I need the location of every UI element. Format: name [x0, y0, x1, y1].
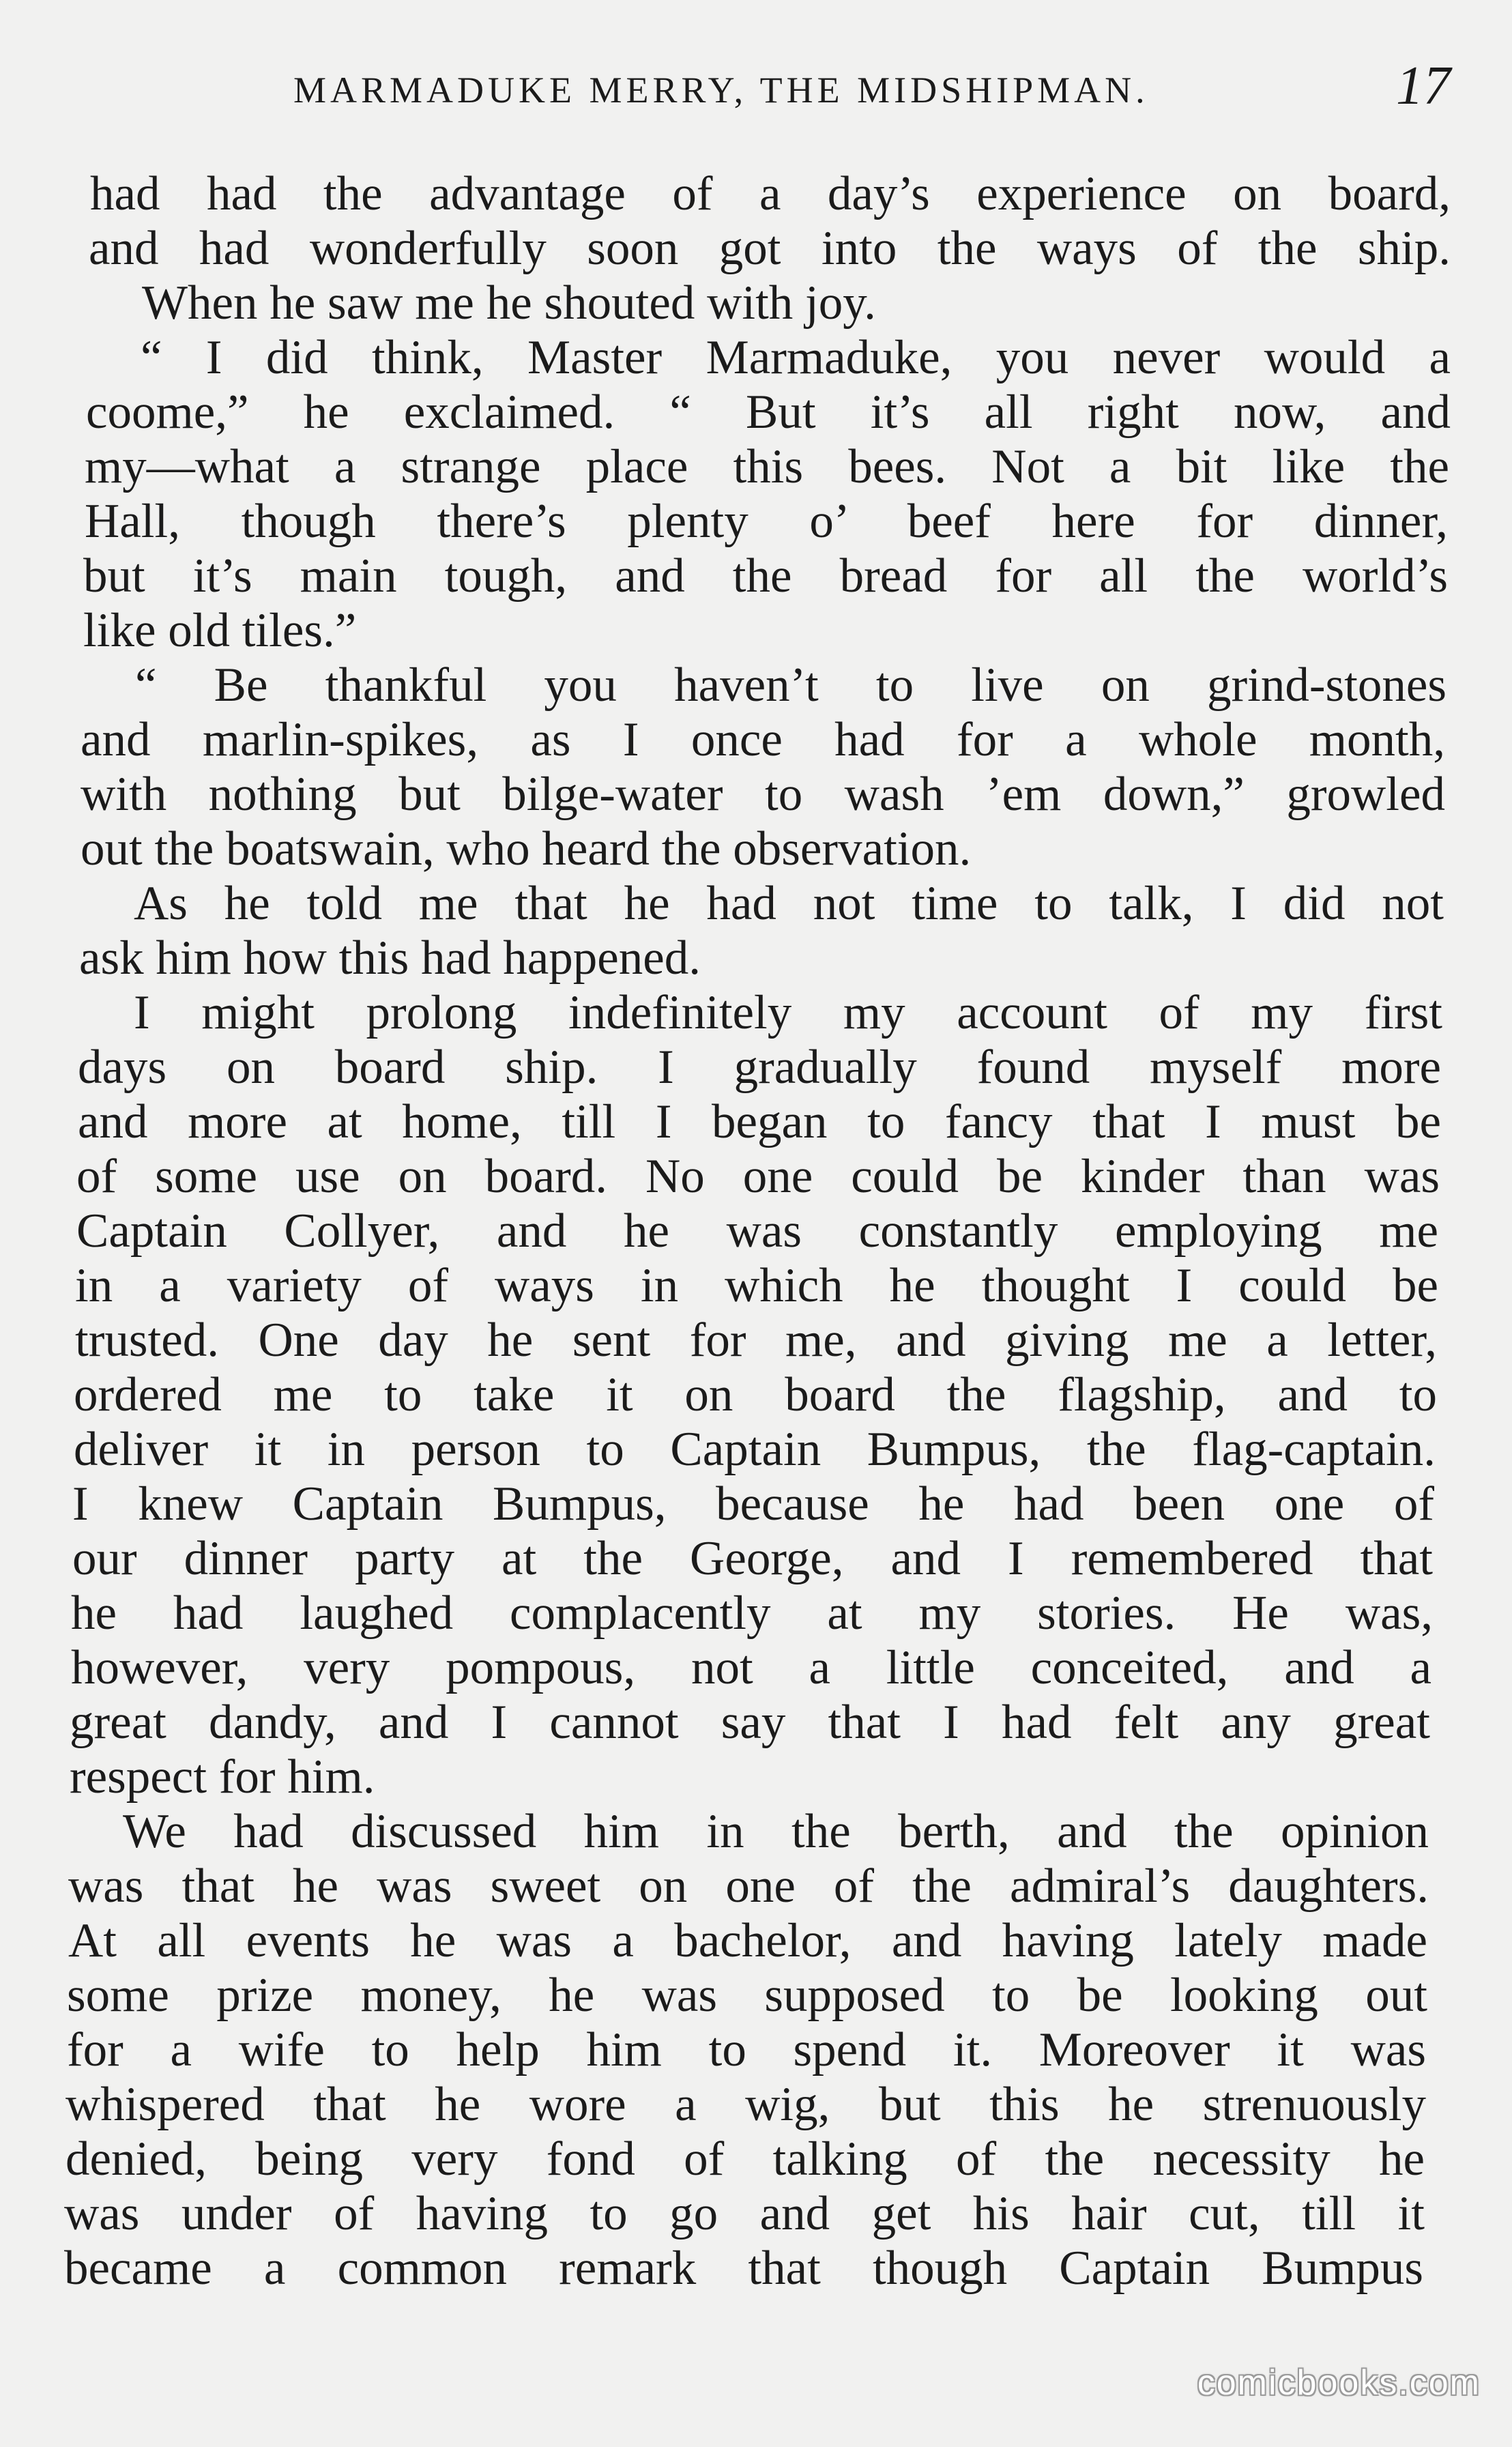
text-line: whispered that he wore a wig, but this he strenuously	[66, 2078, 1426, 2131]
text-line: deliver it in person to Captain Bumpus, the flag-captain.	[74, 1423, 1436, 1476]
text-line: for a wife to help him to spend it. Moreover it was	[67, 2023, 1426, 2076]
text-line: coome,” he exclaimed. “ But it’s all right now, and	[86, 386, 1451, 439]
text-line: however, very pompous, not a little conceited, and a	[71, 1641, 1431, 1694]
text-line: When he saw me he shouted with joy.	[142, 276, 876, 330]
text-line: I knew Captain Bumpus, because he had been one of	[72, 1477, 1434, 1531]
running-title: MARMADUKE MERRY, THE MIDSHIPMAN.	[293, 70, 1149, 111]
text-line: became a common remark that though Captain Bumpus	[64, 2242, 1423, 2295]
text-line: denied, being very fond of talking of the necessity he	[66, 2132, 1425, 2186]
text-line: Captain Collyer, and he was constantly employing me	[76, 1204, 1438, 1258]
text-line: with nothing but bilge-water to wash ’em down,” growled	[81, 768, 1445, 821]
text-line: trusted. One day he sent for me, and giving me a letter,	[75, 1314, 1437, 1367]
text-line: As he told me that he had not time to talk, I did not	[134, 877, 1444, 930]
text-line: Hall, though there’s plenty o’ beef here for dinner,	[85, 495, 1448, 548]
text-line: respect for him.	[70, 1750, 375, 1804]
text-line: but it’s main tough, and the bread for all the world’s	[83, 549, 1448, 603]
text-line: ordered me to take it on board the flagship, and to	[74, 1368, 1437, 1421]
text-line: and marlin-spikes, as I once had for a whole month,	[81, 713, 1445, 766]
text-line: great dandy, and I cannot say that I had felt any great	[70, 1696, 1430, 1749]
text-line: At all events he was a bachelor, and having lately made	[68, 1914, 1427, 1967]
text-line: out the boatswain, who heard the observation.	[81, 822, 972, 875]
text-line: of some use on board. No one could be kinder than was	[76, 1150, 1440, 1203]
text-line: he had laughed complacently at my stories. He was,	[71, 1587, 1433, 1640]
text-line: and had wonderfully soon got into the ways of the ship.	[89, 222, 1451, 275]
text-line: and more at home, till I began to fancy that I must be	[78, 1095, 1441, 1148]
text-line: like old tiles.”	[83, 604, 357, 657]
text-line: was under of having to go and get his hair cut, till it	[64, 2187, 1425, 2240]
text-line: We had discussed him in the berth, and the opinion	[123, 1805, 1429, 1858]
text-line: some prize money, he was supposed to be looking out	[67, 1969, 1427, 2022]
text-line: days on board ship. I gradually found myself more	[78, 1041, 1441, 1094]
text-line: my—what a strange place this bees. Not a bit like the	[85, 440, 1449, 493]
text-line: in a variety of ways in which he thought I could be	[75, 1259, 1438, 1312]
running-head	[81, 56, 1451, 117]
text-line: I might prolong indefinitely my account of my first	[134, 986, 1442, 1039]
text-line: was that he was sweet on one of the admiral’s daughters.	[68, 1859, 1429, 1913]
text-line: ask him how this had happened.	[79, 931, 701, 985]
watermark: comicbooks.com	[1197, 2363, 1481, 2403]
page-number: 17	[1396, 56, 1451, 116]
text-line: our dinner party at the George, and I remembered that	[72, 1532, 1433, 1585]
text-line: had had the advantage of a day’s experience on board,	[90, 167, 1451, 220]
text-line: “ I did think, Master Marmaduke, you never would a	[141, 331, 1451, 384]
text-line: “ Be thankful you haven’t to live on grind-stones	[135, 658, 1446, 712]
